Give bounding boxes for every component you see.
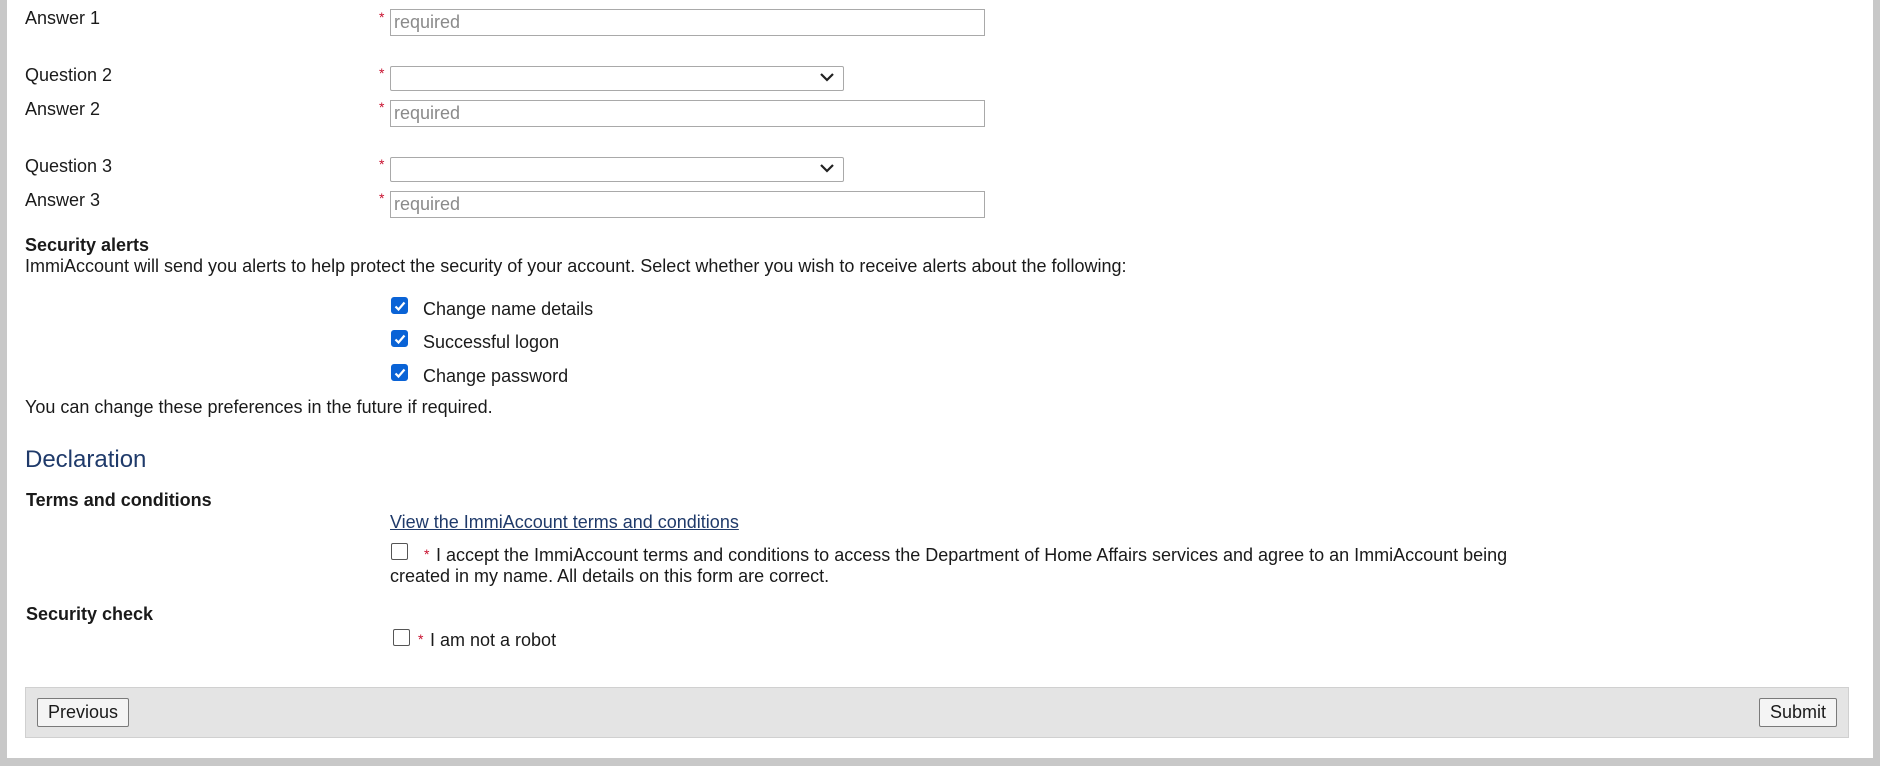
declaration-heading: Declaration — [25, 446, 147, 473]
form-footer — [25, 687, 1849, 738]
required-marker: * — [379, 65, 385, 81]
required-marker: * — [418, 631, 424, 647]
question-3-label: Question 3 — [25, 156, 113, 176]
preferences-note: You can change these preferences in the future if required. — [25, 397, 493, 417]
terms-link[interactable]: View the ImmiAccount terms and conditions — [390, 512, 739, 532]
checkmark-icon — [393, 332, 407, 346]
chevron-down-icon — [819, 162, 835, 174]
required-marker: * — [379, 190, 385, 206]
alert-change-name-label: Change name details — [423, 299, 594, 319]
checkmark-icon — [393, 299, 407, 313]
accept-terms-text-line1: I accept the ImmiAccount terms and conditions to access the Department of Home Affairs services and agree to an ImmiAccount being — [436, 545, 1508, 565]
question-2-select[interactable] — [390, 66, 844, 91]
required-marker: * — [379, 99, 385, 115]
checkmark-icon — [393, 366, 407, 380]
question-3-select[interactable] — [390, 157, 844, 182]
submit-button[interactable]: Submit — [1759, 698, 1837, 727]
answer-2-label: Answer 2 — [25, 99, 101, 119]
required-marker: * — [424, 546, 430, 562]
required-marker: * — [379, 9, 385, 25]
security-alerts-description: ImmiAccount will send you alerts to help protect the security of your account. Select whether you wish to receive alerts about the following: — [25, 256, 1127, 276]
form-page — [7, 0, 1873, 758]
not-robot-checkbox[interactable] — [393, 629, 410, 646]
answer-1-label: Answer 1 — [25, 8, 101, 28]
terms-heading: Terms and conditions — [26, 490, 212, 510]
alert-change-name-checkbox[interactable] — [391, 297, 408, 314]
answer-3-input[interactable] — [390, 191, 985, 218]
previous-button[interactable]: Previous — [37, 698, 129, 727]
not-robot-label: I am not a robot — [430, 630, 557, 650]
answer-3-label: Answer 3 — [25, 190, 101, 210]
alert-successful-logon-checkbox[interactable] — [391, 330, 408, 347]
alert-successful-logon-label: Successful logon — [423, 332, 560, 352]
answer-1-input[interactable] — [390, 9, 985, 36]
security-alerts-heading: Security alerts — [25, 235, 150, 255]
security-check-heading: Security check — [26, 604, 154, 624]
accept-terms-checkbox[interactable] — [391, 543, 408, 560]
alert-change-password-label: Change password — [423, 366, 569, 386]
accept-terms-text-line2: created in my name. All details on this form are correct. — [390, 566, 830, 586]
required-marker: * — [379, 156, 385, 172]
question-2-label: Question 2 — [25, 65, 113, 85]
answer-2-input[interactable] — [390, 100, 985, 127]
alert-change-password-checkbox[interactable] — [391, 364, 408, 381]
chevron-down-icon — [819, 71, 835, 83]
